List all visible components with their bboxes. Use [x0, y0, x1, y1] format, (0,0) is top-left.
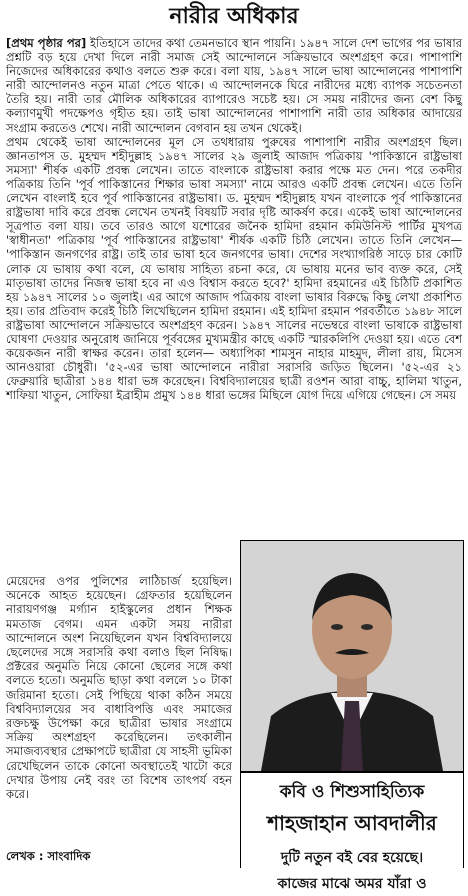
ad-line-new-books: দুটি নতুন বই বের হয়েছে। — [280, 850, 424, 866]
article-column — [6, 574, 232, 801]
book-advertisement — [240, 772, 464, 892]
portrait-illustration — [241, 541, 463, 771]
paragraph-1 — [6, 36, 462, 135]
article-body — [6, 36, 462, 402]
paragraph-2: প্রথম থেকেই ভাষা আন্দোলনের মূল সে তথধারায় পুরুষের পাশাপাশি নারীর অংশগ্রহণ ছিল। জ্ঞানতাপস ড. মুহম্মদ শহীদুল্লাহ ১৯৪৭ সালের ২৯ জুলাই আজাদ পত্রিকায় 'পাকিস্তানে রাষ্ট্রভাষা সমস্যা' শীর্ষক একটি প্রবন্ধ লেখেন। তাতে বাংলাকে রাষ্ট্রভাষা করার পক্ষে মত দেন। পরে তকদীর পত্রিকায় তিনি 'পূর্ব পাকিস্তানের শিক্ষার ভাষা সমস্যা' নামে আরও একটি প্রবন্ধ লেখেন। এতে তিনি লেখেন বাংলাই হবে পূর্ব পাকিস্তানের রাষ্ট্রভাষা। ড. মুহম্মদ শহীদুল্লাহ যখন বাংলাকে পূর্ব পাকিস্তানের রাষ্ট্রভাষা দাবি করে প্রবন্ধ লেখেন তখনই বিষয়টি সবার দৃষ্টি আকর্ষণ করে। একেই ভাষা আন্দোলনের সূত্রপাত বলা যায়। তবে তারও আগে যশোরের জনৈক হামিদা রহমান কমিউনিস্ট পার্টির মুখপত্র 'স্বাধীনতা' পত্রিকায় 'পূর্ব পাকিস্তানের রাষ্ট্রভাষা' শীর্ষক একটি চিঠি লেখেন। তাতে তিনি লেখেন— 'পাকিস্তান জনগণের রাষ্ট্র। তাই তার ভাষা হবে জনগণের ভাষা। দেশের সংখ্যাগরিষ্ঠ সাড়ে চার কোটি লোক যে ভাষায় কথা বলে, যে ভাষায় সাহিত্য রচনা করে, যে ভাষায় মনের ভাব ব্যক্ত করে, সেই মাতৃভাষা তাদের নিজস্ব ভাষা হবে না এও বিশ্বাস করতে হবে?' হামিদা রহমানের এই চিঠিটি প্রকাশিত হয় ১৯৪৭ সালের ১০ জুলাই। এর আগে আজাদ পত্রিকায় বাংলা ভাষার বিরুদ্ধে কিছু লেখা প্রকাশিত হয়। তার প্রতিবাদ করেই চিঠি লিখেছিলেন হামিদা রহমান। এই হামিদা রহমান পরবর্তীতে ১৯৪৮ সালে রাষ্ট্রভাষা আন্দোলনে সক্রিয়ভাবে অংশগ্রহণ করেন। ১৯৪৭ সালের নভেম্বরে বাংলা ভাষাকে রাষ্ট্রভাষা ঘোষণা দেওয়ার অনুরোধ জানিয়ে পূর্ববঙ্গের মুখ্যমন্ত্রীর কাছে একটি স্মারকলিপি দেওয়া হয়। এতে বেশ কয়েকজন নারী স্বাক্ষর করেন। তারা হলেন— অধ্যাপিকা শামসুন নাহার মাহমুদ, লীলা রায়, মিসেস আনওয়ারা চৌধুরী। '৫২-এর ভাষা আন্দোলনে নারীরা সরাসরি জড়িত ছিলেন। '৫২-এর ২১ ফেব্রুয়ারি ছাত্রীরা ১৪৪ ধারা ভঙ্গ করেছেন। বিশ্ববিদ্যালয়ের ছাত্রী রওশন আরা বাচ্চু, হালিমা খাতুন, শাফিয়া খাতুন, সোফিয়া ইব্রাহীম প্রমুখ ১৪৪ ধারা ভঙ্গের মিছিলে যোগ দিয়ে এগিয়ে গেছেন। সে সময় — [6, 134, 462, 403]
ad-line-poet: কবি ও শিশুসাহিত্যিক — [279, 782, 425, 802]
article-title: নারীর অধিকার — [169, 4, 299, 29]
paragraph-1-text: ইতিহাসে তাদের কথা তেমনভাবে স্থান পায়নি। ১৯৪৭ সালে দেশ ভাগের পর ভাষার প্রশ্নটি বড় হয়ে দেখা দিলে নারী সমাজ সেই আন্দোলনে সক্রিয়ভাবে অংশগ্রহণ করে। পাশাপাশি নিজেদের অধিকারের কথাও বলতে শুরু করে। বলা যায়, ১৯৪৭ সালে ভাষা আন্দোলনের পাশাপাশি নারী আন্দোলনও নতুন মাত্রা পেতে থাকে। এ আন্দোলনকে ঘিরে নারীদের মধ্যে ব্যাপক সচেতনতা তৈরি হয়। নারী তার মৌলিক অধিকারের ব্যাপারেও সচেষ্ট হয়। সে সময় নারীদের জন্য বেশ কিছু কল্যাণমুখী পদক্ষেপও গৃহীত হয়। তাই ভাষা আন্দোলনের পাশাপাশি নারী তার অধিকার আদায়ের সংগ্রাম করতেও শেখে। নারী আন্দোলন বেগবান হয় তখন থেকেই। — [6, 36, 462, 135]
author-byline: লেখক : সাংবাদিক — [6, 849, 91, 863]
ad-line-book-title: কাজের মাঝে অমর যাঁরা ও — [277, 876, 427, 892]
author-photo — [240, 540, 464, 772]
column-paragraph: মেয়েদের ওপর পুলিশের লাঠিচার্জ হয়েছিল। অনেকে আহত হয়েছেন। গ্রেফতার হয়েছিলেন নারায়ণগঞ্জ মর্গ্যান হাইস্কুলের প্রধান শিক্ষক মমতাজ বেগম। এমন একটা সময় নারীরা আন্দোলনে অংশ নিয়েছিলেন যখন বিশ্ববিদ্যালয়ে ছেলেদের সঙ্গে সরাসরি কথা বলাও ছিল নিষিদ্ধ। প্রক্টরের অনুমতি নিয়ে কোনো ছেলের সঙ্গে কথা বলতে হতো। অনুমতি ছাড়া কথা বললে ১০ টাকা জরিমানা হতো। সেই পিছিয়ে থাকা কঠিন সময়ে বিশ্ববিদ্যালয়ের সব বাধাবিপত্তি এবং সমাজের রক্তচক্ষু উপেক্ষা করে ছাত্রীরা ভাষার সংগ্রামে সক্রিয় অংশগ্রহণ করেছিলেন। তৎকালীন সমাজব্যবস্থার প্রেক্ষাপটে ছাত্রীরা যে সাহসী ভূমিকা রেখেছিলেন তাকে কোনো অবস্থাতেই খাটো করে দেখার উপায় নেই বরং তা বিশেষ তাৎপর্য বহন করে। — [6, 574, 232, 802]
ad-line-author-name: শাহজাহান আবদালীর — [267, 811, 437, 835]
continued-tag: [প্রথম পৃষ্ঠার পর] — [6, 36, 87, 50]
